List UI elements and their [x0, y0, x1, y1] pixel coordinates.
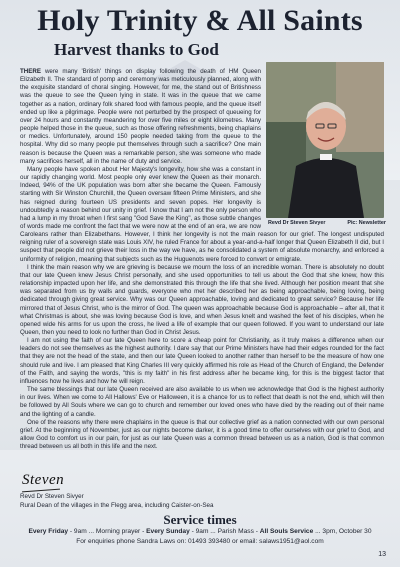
article-paragraph-5: The same blessings that our late Queen received are also available to us when we acknowledge that God is the highest authority in our lives. When we come to All Hallows' Eve or Halloween, it is a chance for us to reflect that death is not the end, which will then be followed by All Souls where we can go to church and remember our loved ones who have died by the reading out of their name and the lighting of a candle.	[20, 386, 384, 418]
all-souls-label: All Souls Service	[259, 528, 314, 535]
friday-label: Every Friday	[28, 528, 69, 535]
page-number: 13	[378, 551, 386, 558]
lead-word: THERE	[20, 68, 41, 75]
photo-spacer	[261, 68, 384, 230]
paragraph-1-text: were many 'British' things on display following the death of HM Queen Elizabeth II. The standard of pomp and ceremony was meticulously planned, along with the exquisite standard of choral singing. However, for me, the stand out of Britishness was the queue to see the Queen lying in state. It was in the queue that we came together as a nation, ordinary folk shared food with famous people, and the queue itself ended up like a pilgrimage. People were not perturbed by the prospect of queueing for over 24 hours and constantly meandering for over five miles or eight kilometres. Many people helped those in the queue, such as those offering refreshments, being chaplains or medics. Unfortunately, around 150 people needed taking from the queue to the hospital. Why did so many people put themselves through such a sacrifice? One main reason is because the Queen was a remarkable person, she was someone who made many sacrifices herself, all in the name of duty and service.	[20, 68, 261, 165]
article-subtitle: Harvest thanks to God	[54, 40, 219, 59]
author-name: Revd Dr Steven Sivyer	[20, 493, 84, 500]
sunday-detail: - 9am ... Parish Mass -	[189, 528, 260, 535]
service-times-heading: Service times	[163, 512, 237, 527]
friday-detail: - 9am ... Morning prayer -	[68, 528, 147, 535]
photo-caption-name: Revd Dr Steven Sivyer	[268, 220, 326, 226]
photo-credit: Pic: Newsletter	[347, 220, 386, 226]
article-paragraph-3: I think the main reason why we are grieving is because we mourn the loss of an incredible woman. There is absolutely no doubt that our late Queen knew Jesus Christ personally, and she used opportunities to tell us about the God that she knew, how this relationship impacted upon her life, and she demonstrated this through the life that she lived. Although her position meant that she was separated from us by walls and guards, everyone who met her described her as being approachable, being loving, being dedicated through giving great service. Why was our Queen approachable, loving and dedicated to great service? Because her life mirrored that of Jesus Christ, who is the mirror of God. The queen was approachable because God is approachable – after all, that it what Christmas is about, she was loving because God is love, and when Jesus knelt and washed the feet of his disciples, when he opened wide his arms for us upon the cross, he lived a life of example that our queen followed. If you want to understand our late Queen, then you need to look no further than God in Christ Jesus.	[20, 263, 384, 336]
page-title: Holy Trinity & All Saints	[37, 4, 363, 37]
all-souls-detail: ... 3pm, October 30	[313, 528, 372, 535]
article-paragraph-2: Many people have spoken about Her Majesty's longevity, how she was a constant in our rapidly changing world. Most people only ever knew the Queen as their monarch. Indeed, 94% of the UK population was born after she became the Queen. Famously starting with Sir Winston Churchill, the Queen oversaw fifteen Prime Ministers, and she has reigned during fourteen US presidents and seven popes. Her longevity is undoubtedly a reason behind our unity in grief. I know that I am not the only person who had a lump in my throat when I first sang "God Save the King", as those subtle changes of words made me confront the fact that we were now at the end of an era, we are now Caroleans rather than Elizabethans. However, I think her longevity is not the main reason for our grief. The longest undisputed reigning ruler of a sovereign state was Louis XIV, he ruled France for about a year-and-a-half longer that Queen Elizabeth II did, but I suspect that people did not grieve their loss in the way we have, as he consolidated a system of absolute monarchy, and enforced a uniformity of religion, meaning that subjects such as the Huguenots were forced to convert or emigrate.	[20, 165, 384, 263]
sunday-label: Every Sunday	[146, 528, 190, 535]
author-role: Rural Dean of the villages in the Flegg area, including Caister-on-Sea	[20, 502, 214, 509]
article-paragraph-6: One of the reasons why there were chaplains in the queue is that our collective grief as a nation connected with our own personal grief. At the beginning of November, just as our nights become darker, it is a good time to offer ourselves with our grief to God, and allow God to comfort us in our pain, for just as our late Queen was a common thread between us as a nation, God is that common thread between us all both in this life and the next.	[20, 418, 384, 451]
article-paragraph-4: I am not using the faith of our late Queen here to score a cheap point for Christianity, as it truly makes a difference when our leaders do not see themselves as the highest authority. I dare say that our Prime Ministers have had their edges rounded for the fact that they are not the head of the state, and then our late Queen looked to another rather than herself to be the measure of how one should rule and live. I am pleased that King Charles III very quickly affirmed his role as Head of the Church of England, the Defender of the Faith, and saying the words, "this is my faith" in his first address after he became king, for this is the biggest factor that influences how he lives and how he will reign.	[20, 337, 384, 385]
service-times-list	[0, 528, 400, 535]
handwritten-signature: Steven	[22, 472, 65, 488]
article-body	[20, 68, 384, 451]
enquiries-contact: For enquiries phone Sandra Laws on: 01493 393480 or email: salaws1951@aol.com	[76, 538, 324, 545]
